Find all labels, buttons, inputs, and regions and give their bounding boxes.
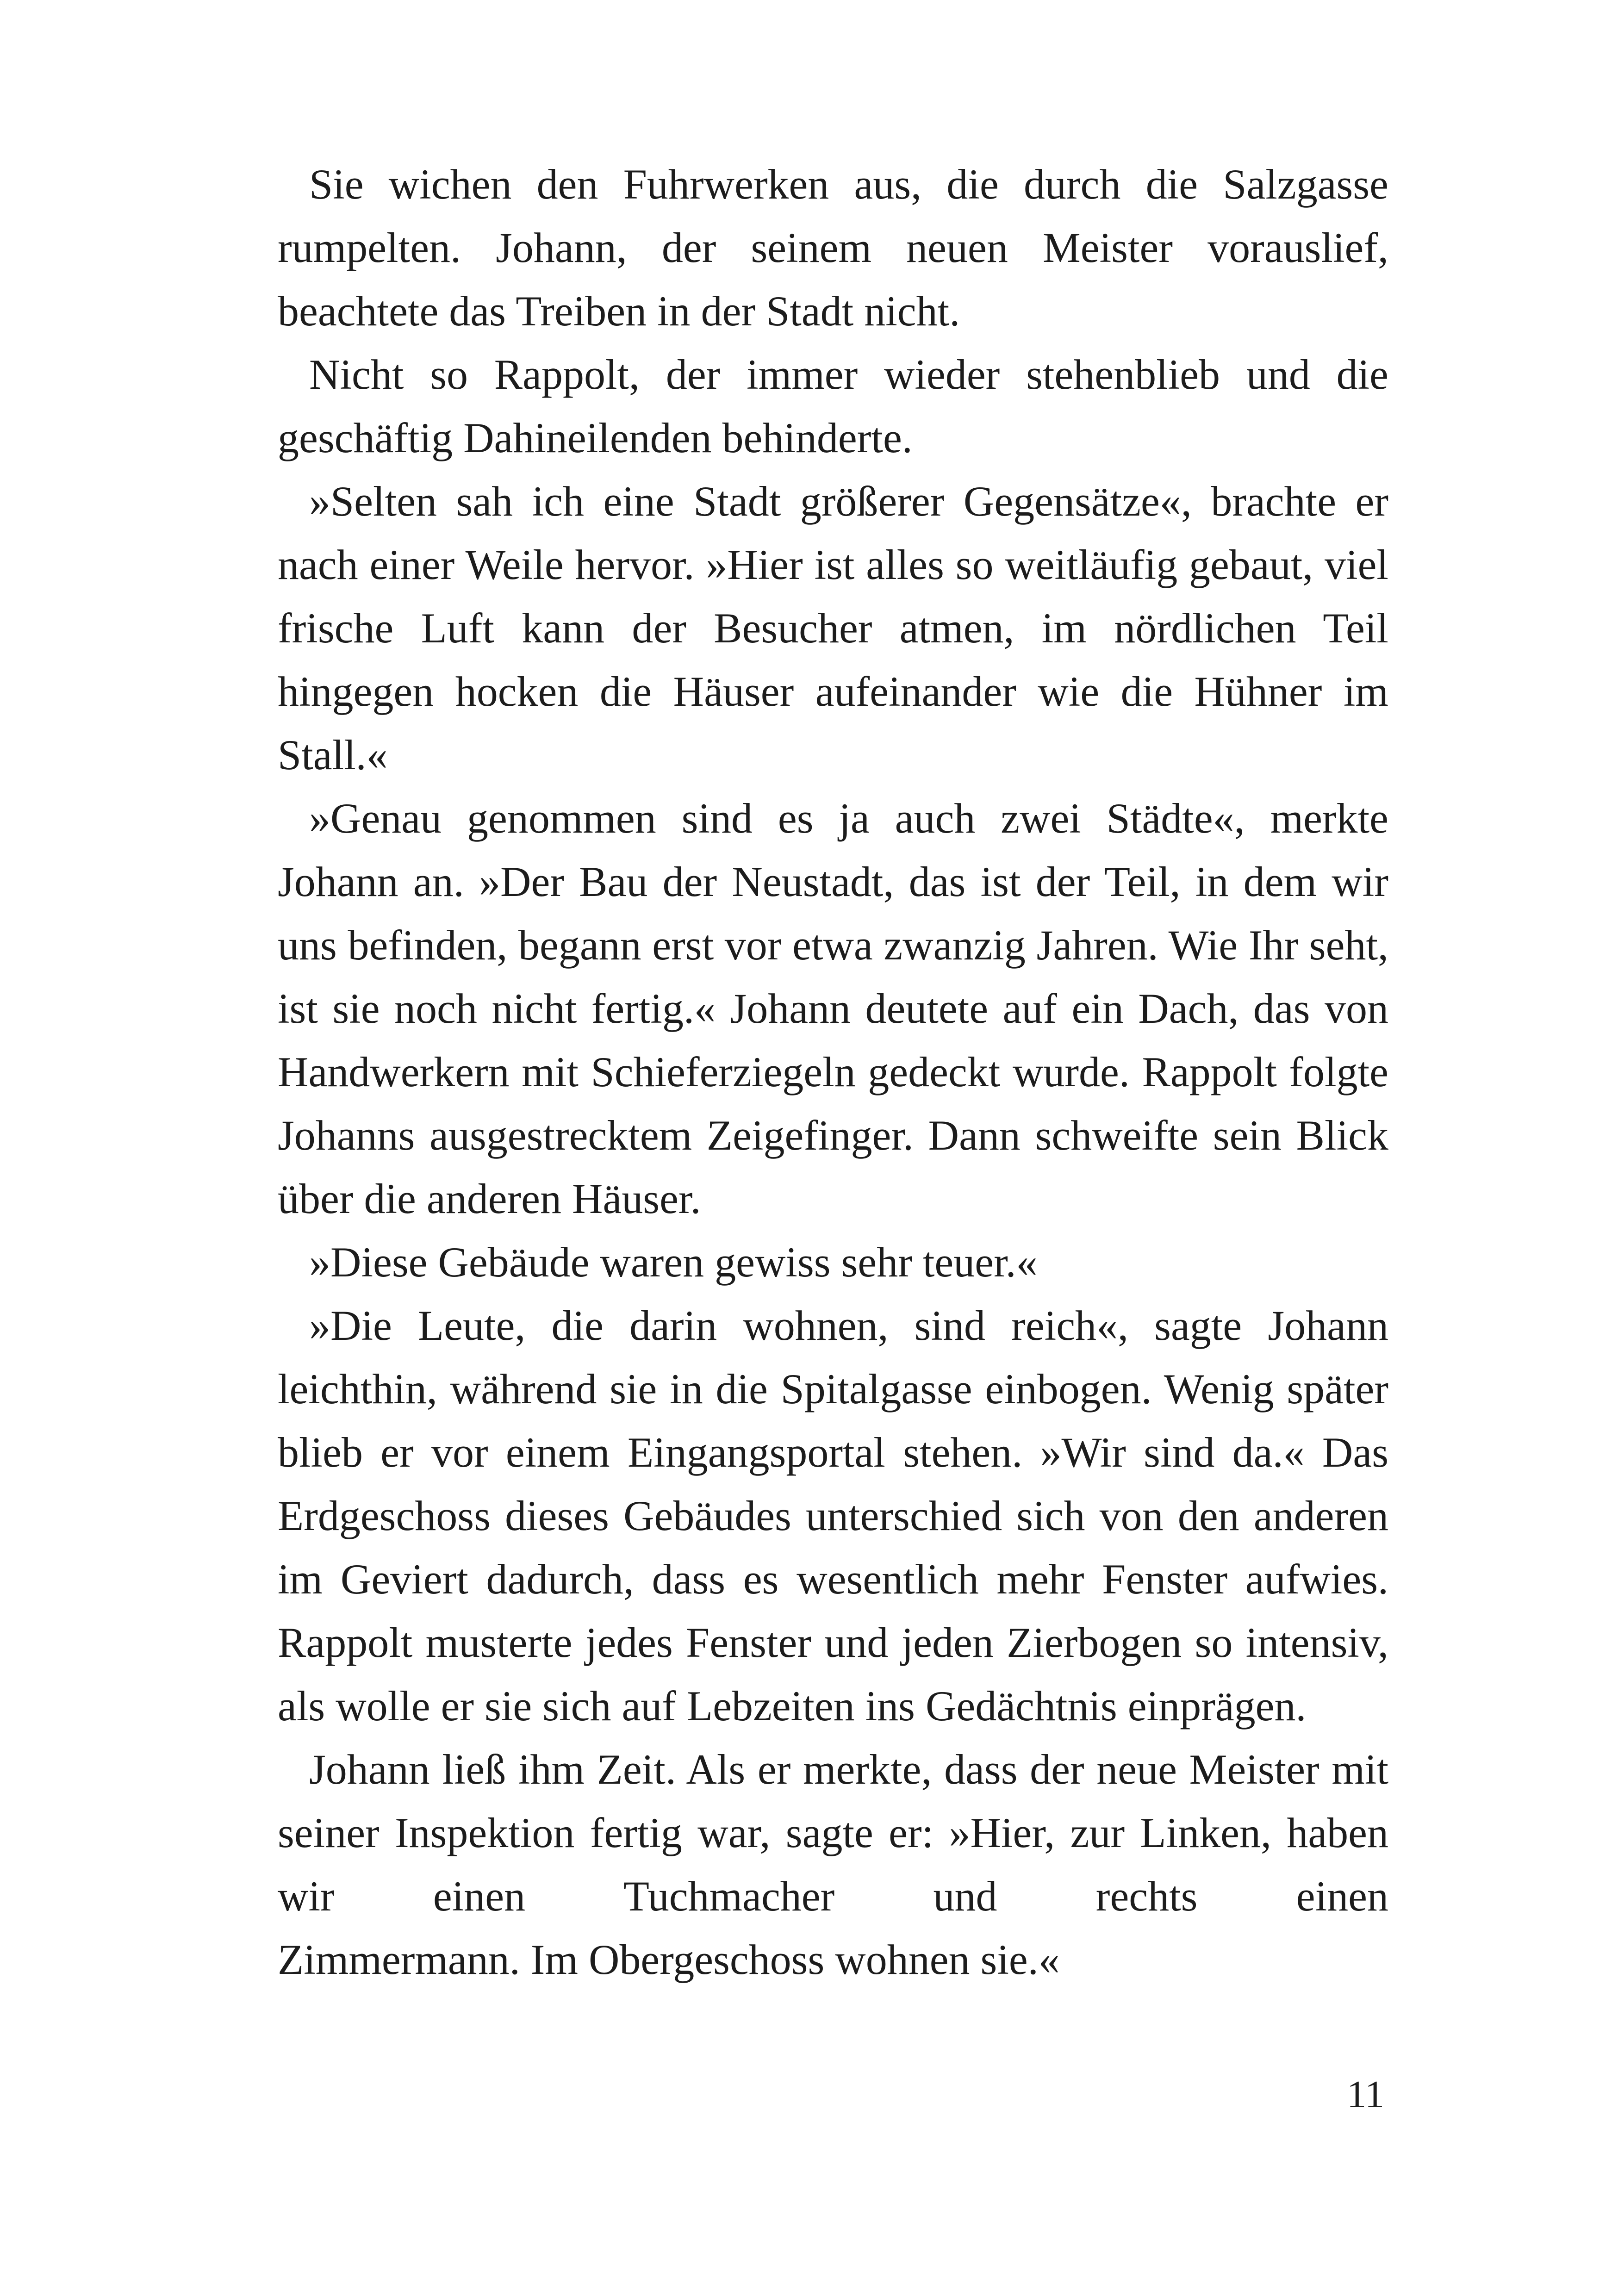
body-text (278, 153, 1388, 1991)
paragraph-7: Johann ließ ihm Zeit. Als er merkte, dass der neue Meister mit seiner Inspektion fertig war, sagte er: »Hier, zur Linken, haben wir einen Tuchmacher und rechts einen (278, 1746, 1388, 1920)
page-number: 11 (1347, 2073, 1384, 2116)
paragraph-4: »Genau genommen sind es ja auch zwei Städte«, merkte Johann an. »Der Bau der Neustadt, das ist der Teil, in dem wir uns befinden, begann erst vor etwa zwanzig Jahren. Wie Ihr seht, ist sie noch nicht fertig.« Johann deutete auf ein Dach, das von Handwerkern mit Schieferziegeln gedeckt wurde. Rappolt folgte Johanns ausgestrecktem Zeigefinger. Dann schweifte sein Blick über die anderen Häuser. (278, 795, 1388, 1222)
paragraph-7-continued: Zimmermann. Im Obergeschoss wohnen sie.« (278, 1936, 1060, 1983)
paragraph-1: Sie wichen den Fuhrwerken aus, die durch die Salzgasse rumpelten. Johann, der seinem neuen Meister vorauslief, beachtete das Treiben in der Stadt nicht. (278, 161, 1388, 335)
paragraph-5: »Diese Gebäude waren gewiss sehr teuer.« (309, 1238, 1038, 1286)
paragraph-3: »Selten sah ich eine Stadt größerer Gegensätze«, brachte er nach einer Weile hervor. »Hier ist alles so weitläufig gebaut, viel frische Luft kann der Besucher atmen, im nördlichen Teil hingegen hocken die Häuser aufeinander wie die Hühner im Stall.« (278, 478, 1388, 778)
paragraph-6: »Die Leute, die darin wohnen, sind reich«, sagte Johann leichthin, während sie in die Spitalgasse einbogen. Wenig später blieb er vor einem Eingangsportal stehen. »Wir sind da.« Das Erdgeschoss dieses Gebäudes unterschied sich von den anderen im Geviert dadurch, dass es wesentlich mehr Fenster aufwies. Rappolt musterte jedes Fenster und jeden Zierbogen so intensiv, als wolle er sie sich auf Lebzeiten ins Gedächtnis einprägen. (278, 1302, 1388, 1730)
paragraph-2: Nicht so Rappolt, der immer wieder stehenblieb und die geschäftig Dahineilenden behinderte. (278, 351, 1388, 461)
